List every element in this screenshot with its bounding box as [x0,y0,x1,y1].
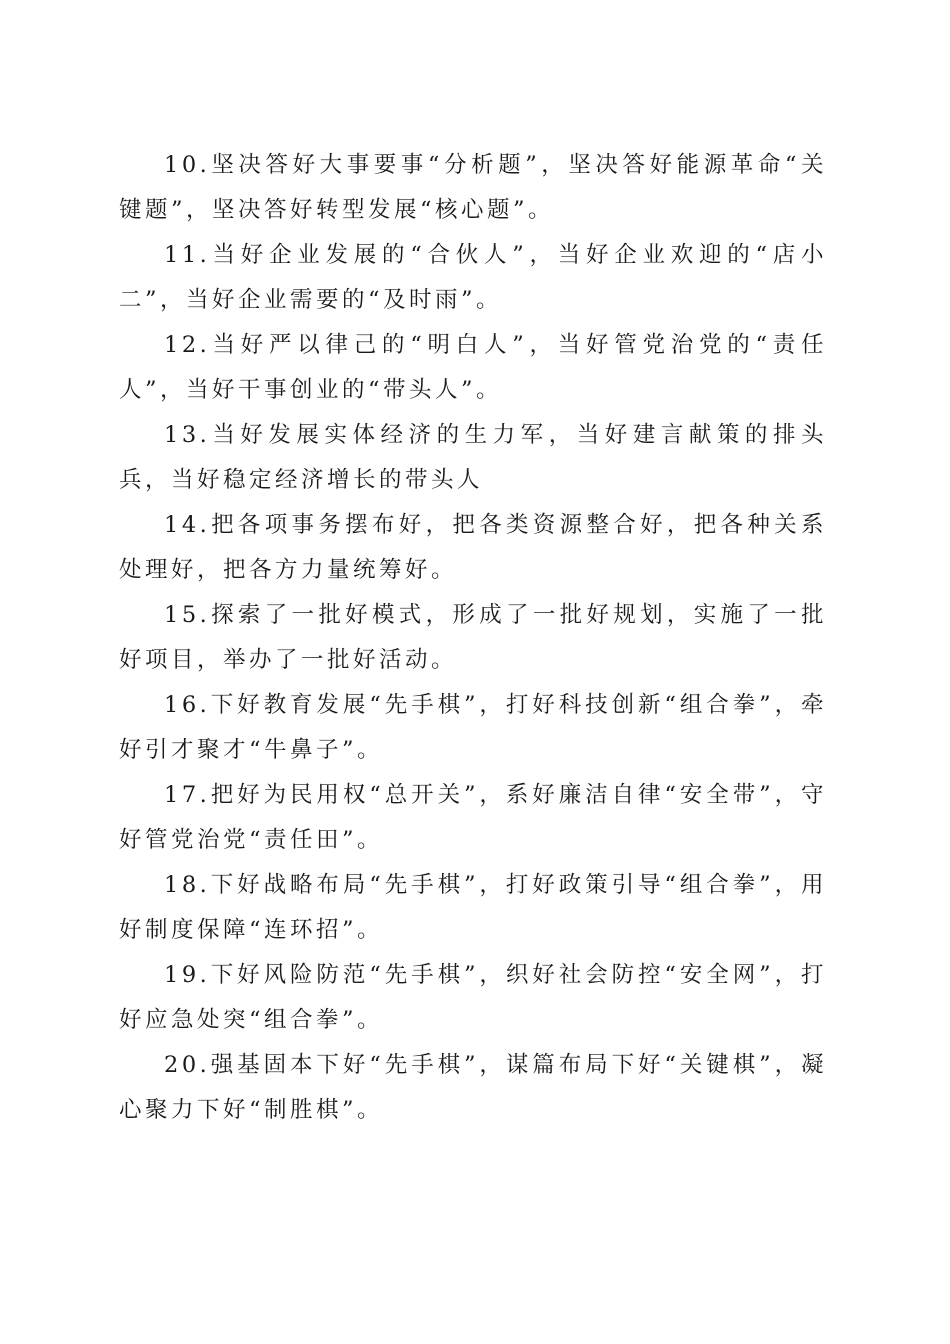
paragraph-19: 19.下好风险防范“先手棋”，织好社会防控“安全网”，打好应急处突“组合拳”。 [119,962,827,1033]
paragraph-18: 18.下好战略布局“先手棋”，打好政策引导“组合拳”，用好制度保障“连环招”。 [119,872,827,943]
document-body [119,143,827,1133]
paragraph-15: 15.探索了一批好模式，形成了一批好规划，实施了一批好项目，举办了一批好活动。 [119,602,827,673]
paragraph-17: 17.把好为民用权“总开关”，系好廉洁自律“安全带”，守好管党治党“责任田”。 [119,782,827,853]
paragraph-11: 11.当好企业发展的“合伙人”，当好企业欢迎的“店小二”，当好企业需要的“及时雨”。 [119,242,827,313]
paragraph-14: 14.把各项事务摆布好，把各类资源整合好，把各种关系处理好，把各方力量统筹好。 [119,512,827,583]
paragraph-12: 12.当好严以律己的“明白人”，当好管党治党的“责任人”，当好干事创业的“带头人”。 [119,332,827,403]
paragraph-13: 13.当好发展实体经济的生力军，当好建言献策的排头兵，当好稳定经济增长的带头人 [119,422,827,493]
paragraph-20: 20.强基固本下好“先手棋”，谋篇布局下好“关键棋”，凝心聚力下好“制胜棋”。 [119,1052,827,1123]
paragraph-16: 16.下好教育发展“先手棋”，打好科技创新“组合拳”，牵好引才聚才“牛鼻子”。 [119,692,827,763]
paragraph-10: 10.坚决答好大事要事“分析题”，坚决答好能源革命“关键题”，坚决答好转型发展“核心题”。 [119,152,827,223]
